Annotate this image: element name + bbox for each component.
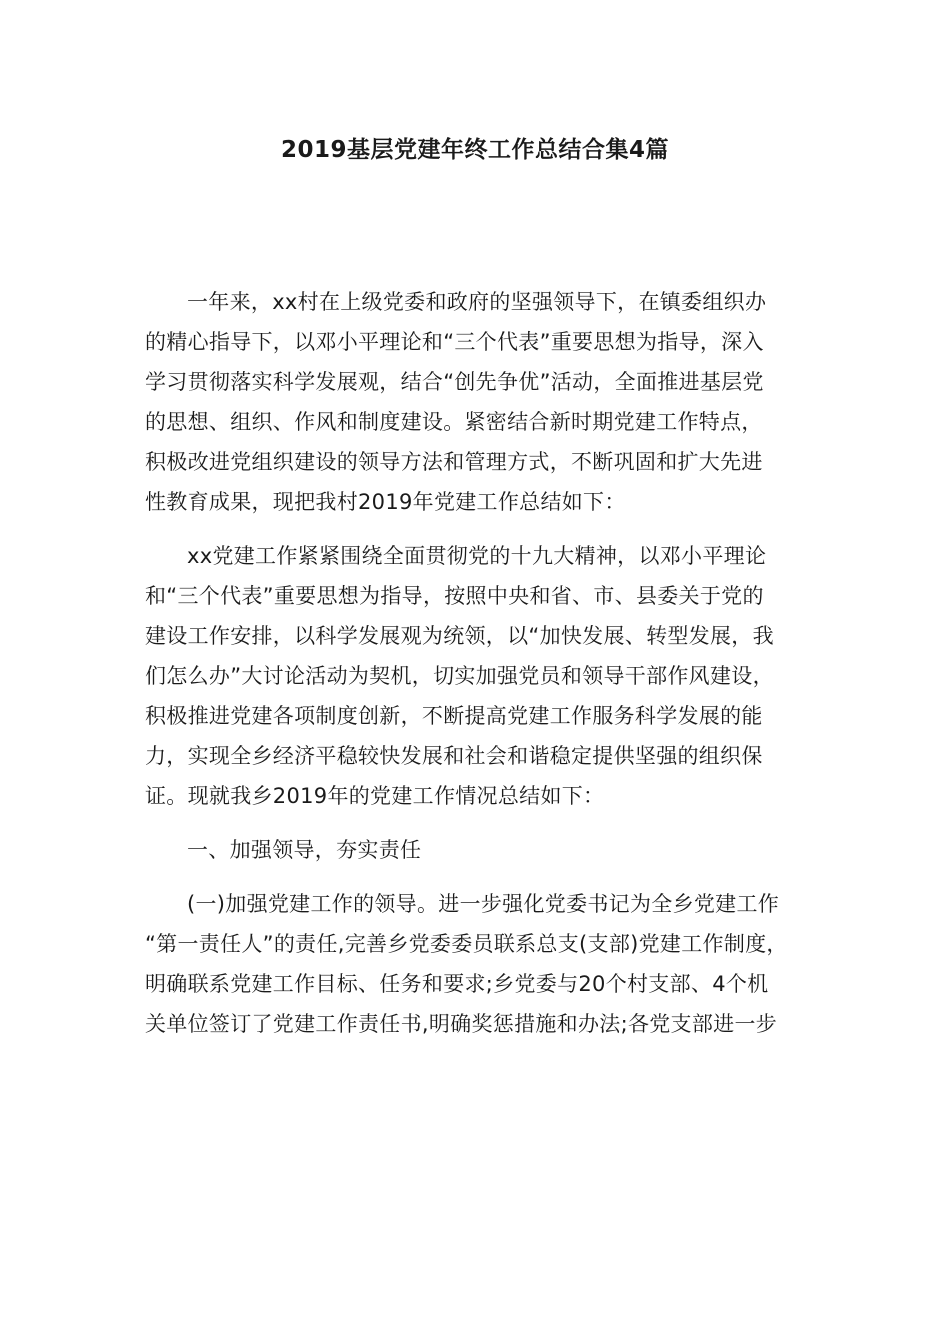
text-line: 和“三个代表”重要思想为指导，按照中央和省、市、县委关于党的 <box>145 584 764 608</box>
text-line: “第一责任人”的责任,完善乡党委委员联系总支(支部)党建工作制度， <box>145 932 788 956</box>
paragraph-intro <box>145 282 807 522</box>
text-line: 力，实现全乡经济平稳较快发展和社会和谐稳定提供坚强的组织保 <box>145 744 763 768</box>
paragraph-leadership <box>145 884 807 1044</box>
text-line: 积极推进党建各项制度创新，不断提高党建工作服务科学发展的能 <box>145 704 763 728</box>
text-line: (一)加强党建工作的领导。进一步强化党委书记为全乡党建工作 <box>187 892 780 916</box>
text-line: 证。现就我乡2019年的党建工作情况总结如下： <box>145 784 605 808</box>
document-body <box>145 282 807 1044</box>
text-line: 积极改进党组织建设的领导方法和管理方式，不断巩固和扩大先进 <box>145 450 763 474</box>
text-line: 一年来，xx村在上级党委和政府的坚强领导下，在镇委组织办 <box>187 290 767 314</box>
text-line: 们怎么办”大讨论活动为契机，切实加强党员和领导干部作风建设， <box>145 664 774 688</box>
text-line: 的精心指导下，以邓小平理论和“三个代表”重要思想为指导，深入 <box>145 330 764 354</box>
text-line: 关单位签订了党建工作责任书,明确奖惩措施和办法;各党支部进一步 <box>145 1012 778 1036</box>
paragraph-overview <box>145 536 807 816</box>
text-line: 明确联系党建工作目标、任务和要求;乡党委与20个村支部、4个机 <box>145 972 769 996</box>
text-line: 性教育成果，现把我村2019年党建工作总结如下： <box>145 490 626 514</box>
section-heading <box>145 830 807 870</box>
text-line: 学习贯彻落实科学发展观，结合“创先争优”活动，全面推进基层党 <box>145 370 764 394</box>
text-line: 一、加强领导，夯实责任 <box>187 838 422 862</box>
text-line: 的思想、组织、作风和制度建设。紧密结合新时期党建工作特点， <box>145 410 763 434</box>
text-line: 建设工作安排，以科学发展观为统领，以“加快发展、转型发展，我 <box>145 624 774 648</box>
text-line: xx党建工作紧紧围绕全面贯彻党的十九大精神，以邓小平理论 <box>187 544 767 568</box>
document-title: 2019基层党建年终工作总结合集4篇 <box>280 137 670 163</box>
